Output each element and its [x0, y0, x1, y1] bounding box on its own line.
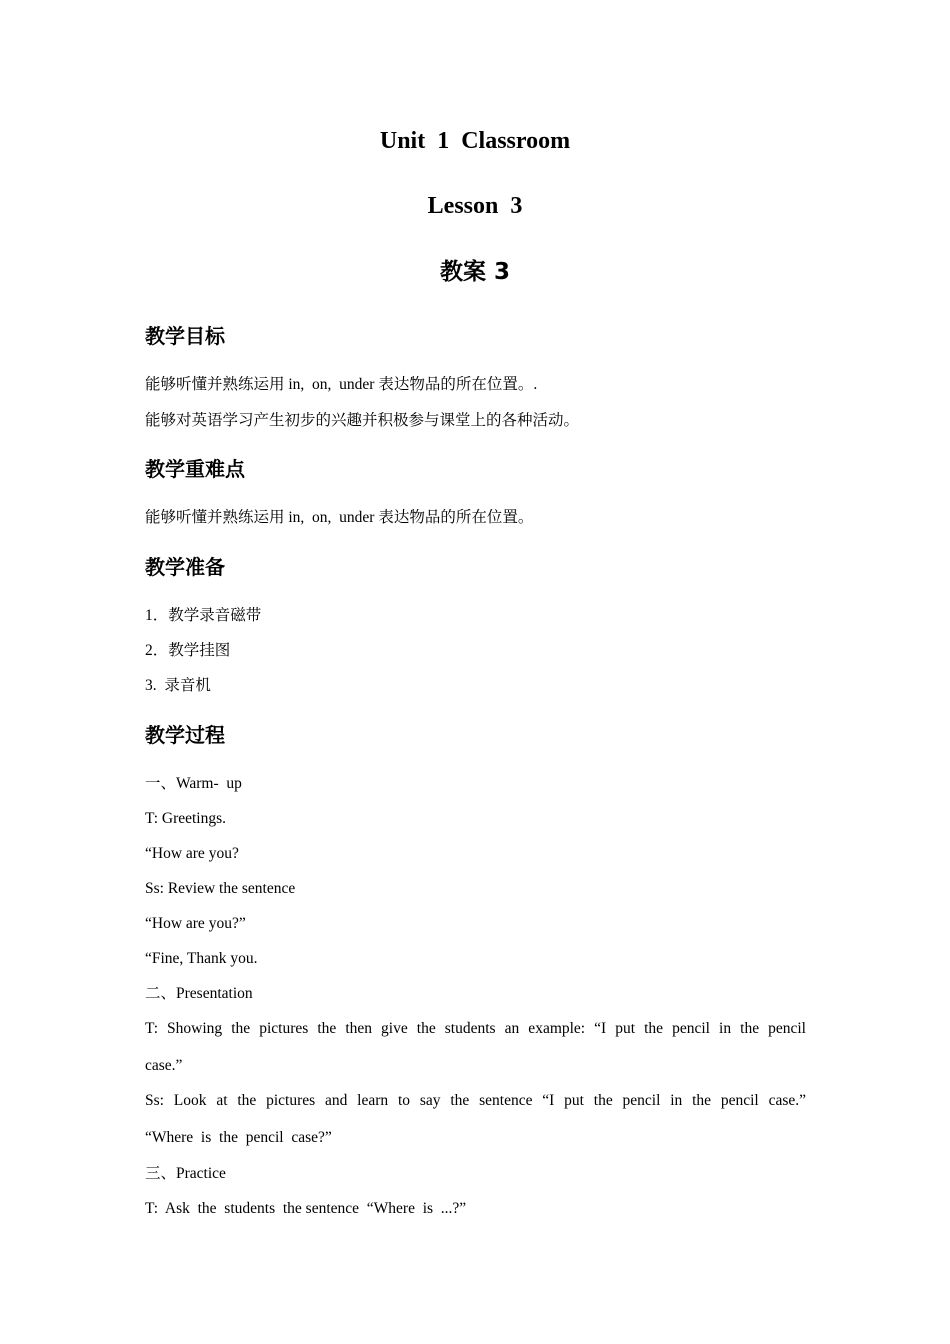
preparation-line: 3. 录音机: [145, 677, 211, 694]
process-line: T: Showing the pictures the then give the students an example: “I put the pencil in the pencil: [145, 1020, 806, 1037]
process-line: 一、Warm- up: [145, 775, 242, 792]
preparation-line: 1．教学录音磁带: [145, 607, 262, 624]
process-line: Ss: Look at the pictures and learn to say the sentence “I put the pencil in the pencil case.”: [145, 1092, 806, 1109]
unit-title: Unit 1 Classroom: [379, 128, 571, 154]
preparation-heading: 教学准备: [145, 555, 225, 579]
preparation-line: 2．教学挂图: [145, 642, 231, 659]
objectives-line: 能够对英语学习产生初步的兴趣并积极参与课堂上的各种活动。: [145, 412, 580, 429]
process-line: T: Greetings.: [145, 810, 227, 827]
process-line: T: Ask the students the sentence “Where is ...?”: [145, 1200, 467, 1217]
process-line: “How are you?: [145, 845, 239, 862]
lesson-title: Lesson 3: [427, 193, 523, 219]
process-line: “Where is the pencil case?”: [145, 1129, 332, 1146]
process-line: Ss: Review the sentence: [145, 880, 296, 897]
key-points-heading: 教学重难点: [145, 457, 245, 481]
objectives-line: 能够听懂并熟练运用 in, on, under 表达物品的所在位置。.: [145, 376, 538, 393]
process-line: “How are you?”: [145, 915, 246, 932]
process-line: 二、Presentation: [145, 985, 253, 1002]
key-points-line: 能够听懂并熟练运用 in, on, under 表达物品的所在位置。: [145, 509, 534, 526]
process-line: 三、Practice: [145, 1165, 226, 1182]
process-line: “Fine, Thank you.: [145, 950, 258, 967]
objectives-heading: 教学目标: [145, 324, 225, 348]
process-line: case.”: [145, 1057, 183, 1074]
process-heading: 教学过程: [145, 723, 225, 747]
plan-title: 教案 3: [439, 259, 510, 285]
